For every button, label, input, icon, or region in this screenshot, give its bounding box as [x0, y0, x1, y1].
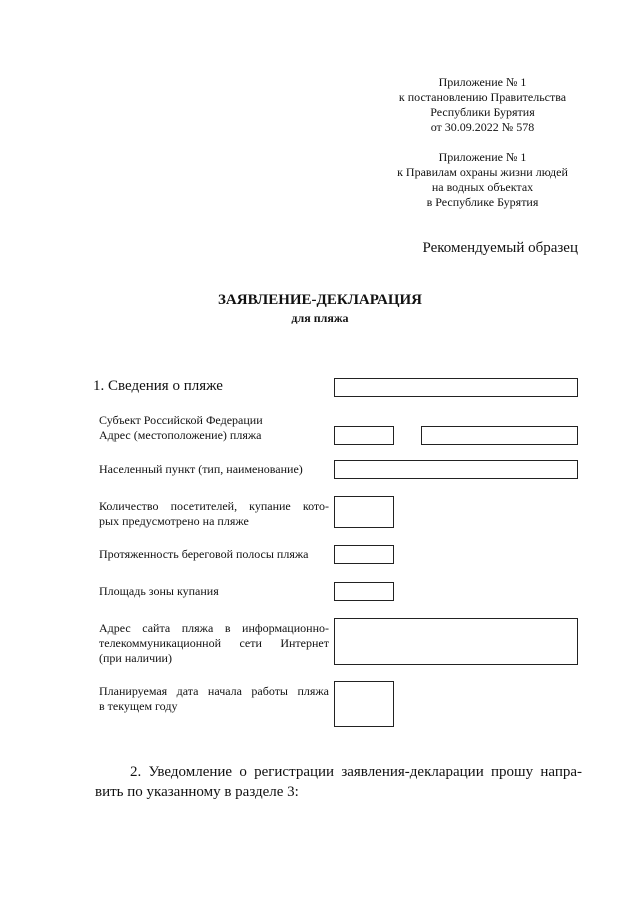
- appendix2-line4: в Республике Бурятия: [426, 195, 539, 209]
- appendix1-line3: Республики Бурятия: [430, 105, 535, 119]
- website-field[interactable]: [334, 618, 578, 665]
- settlement-field[interactable]: [334, 460, 578, 479]
- settlement-label: Населенный пункт (тип, наименование): [99, 462, 303, 476]
- website-label: [99, 621, 329, 666]
- start-date-field[interactable]: [334, 681, 394, 727]
- appendix1-line4: от 30.09.2022 № 578: [430, 120, 535, 134]
- start-date-label: [99, 684, 329, 714]
- appendix1-line1: Приложение № 1: [438, 75, 527, 89]
- swim-area-field[interactable]: [334, 582, 394, 601]
- section2-paragraph: 2. Уведомление о регистрации заявления-декларации прошу напра-вить по указанному в разделе 3:: [95, 764, 582, 800]
- swim-area-label: Площадь зоны купания: [99, 584, 219, 598]
- appendix-header-1: [385, 75, 580, 135]
- beach-info-field[interactable]: [334, 378, 578, 397]
- subject-field[interactable]: [334, 426, 394, 445]
- visitors-label-line1: Количество посетителей, купание кото-: [99, 499, 329, 513]
- visitors-label-line2: рых предусмотрено на пляже: [99, 514, 249, 528]
- website-label-line1: Адрес сайта пляжа в информационно-: [99, 621, 329, 635]
- visitors-field[interactable]: [334, 496, 394, 528]
- address-label: Адрес (местоположение) пляжа: [99, 428, 262, 442]
- website-label-line3: (при наличии): [99, 651, 172, 665]
- website-label-line2: телекоммуникационной сети Интернет: [99, 636, 329, 650]
- appendix2-line1: Приложение № 1: [438, 150, 527, 164]
- start-date-label-line1: Планируемая дата начала работы пляжа: [99, 684, 329, 698]
- document-subtitle: для пляжа: [291, 311, 349, 325]
- address-field[interactable]: [421, 426, 578, 445]
- appendix-header-2: [385, 150, 580, 210]
- appendix2-line3: на водных объектах: [431, 180, 534, 194]
- section1-heading: 1. Сведения о пляже: [93, 378, 223, 394]
- shore-length-field[interactable]: [334, 545, 394, 564]
- appendix1-line2: к постановлению Правительства: [398, 90, 567, 104]
- subject-label: Субъект Российской Федерации: [99, 413, 263, 427]
- appendix2-line2: к Правилам охраны жизни людей: [397, 165, 568, 179]
- shore-length-label: Протяженность береговой полосы пляжа: [99, 547, 309, 561]
- document-title: ЗАЯВЛЕНИЕ-ДЕКЛАРАЦИЯ: [218, 292, 422, 308]
- sample-note: Рекомендуемый образец: [422, 240, 578, 256]
- visitors-label: [99, 499, 329, 529]
- start-date-label-line2: в текущем году: [99, 699, 178, 713]
